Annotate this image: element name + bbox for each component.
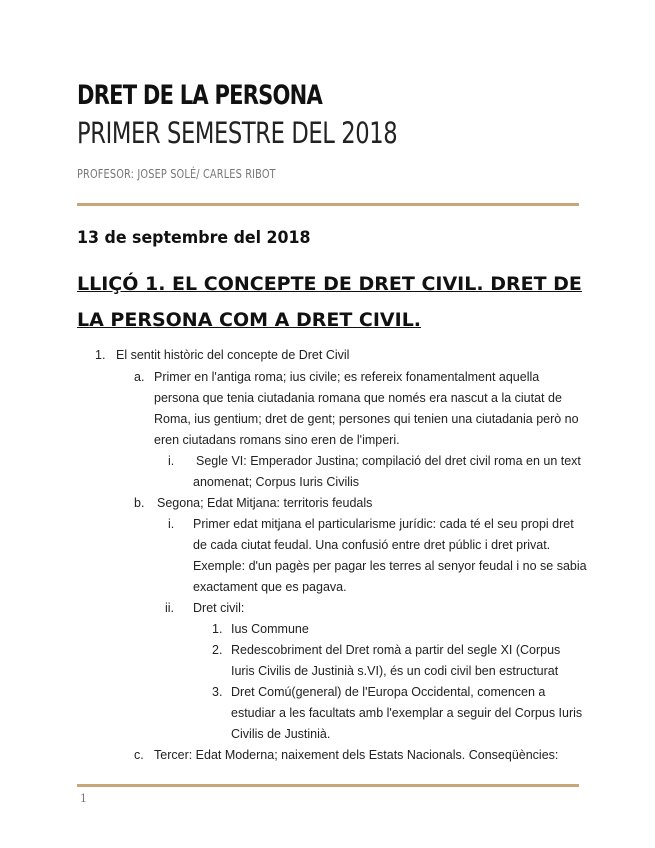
list-item: Segle VI: Emperador Justina; compilació del dret civil roma en un text bbox=[196, 454, 581, 468]
list-item: estudiar a les facultats amb l'exemplar a seguir del Corpus Iuris bbox=[231, 706, 583, 720]
list-item: anomenat; Corpus Iuris Civilis bbox=[193, 475, 360, 489]
list-item: eren ciutadans romans sino eren de l'imperi. bbox=[154, 433, 400, 447]
list-item: Primer en l'antiga roma; ius civile; es refereix fonamentalment aquella bbox=[154, 370, 540, 384]
document-subtitle: PRIMER SEMESTRE DEL 2018 bbox=[77, 116, 398, 150]
list-item: Iuris Civilis de Justinià s.VI), és un codi civil ben estructurat bbox=[231, 664, 559, 678]
list-marker: c. bbox=[134, 748, 144, 762]
list-item: Dret civil: bbox=[193, 601, 245, 615]
list-marker: b. bbox=[134, 496, 145, 510]
page-number: 1 bbox=[80, 792, 87, 805]
list-marker: 1. bbox=[212, 622, 223, 636]
list-item: Civilis de Justinià. bbox=[231, 727, 331, 741]
lesson-heading: LLIÇÓ 1. EL CONCEPTE DE DRET CIVIL. DRET DE LA PERSONA COM A DRET CIVIL. bbox=[77, 273, 582, 331]
list-item: de cada ciutat feudal. Una confusió entre dret públic i dret privat. bbox=[193, 538, 551, 552]
list-marker: a. bbox=[134, 370, 145, 384]
list-marker: 2. bbox=[212, 643, 223, 657]
list-item: Exemple: d'un pagès per pagar les terres al senyor feudal i no se sabia bbox=[193, 559, 587, 573]
list-item: Primer edat mitjana el particularisme jurídic: cada té el seu propi dret bbox=[193, 517, 574, 531]
list-item: Dret Comú(general) de l'Europa Occidental, comencen a bbox=[231, 685, 546, 699]
list-item: persona que tenia ciutadania romana que només era nascut a la ciutat de bbox=[154, 391, 562, 405]
list-item: Ius Commune bbox=[231, 622, 309, 636]
list-item: Redescobriment del Dret romà a partir del segle XI (Corpus bbox=[231, 643, 561, 657]
list-marker: i. bbox=[168, 517, 175, 531]
list-marker: ii. bbox=[165, 601, 175, 615]
footer-divider bbox=[77, 784, 579, 787]
list-item: El sentit històric del concepte de Dret Civil bbox=[116, 348, 350, 362]
document-title: DRET DE LA PERSONA bbox=[77, 80, 323, 111]
professor-line: PROFESOR: JOSEP SOLÉ/ CARLES RIBOT bbox=[77, 166, 276, 181]
list-item: Segona; Edat Mitjana: territoris feudals bbox=[157, 496, 373, 510]
lecture-date: 13 de septembre del 2018 bbox=[77, 228, 311, 248]
list-item: Tercer: Edat Moderna; naixement dels Estats Nacionals. Conseqüències: bbox=[154, 748, 559, 762]
list-item: Roma, ius gentium; dret de gent; persones qui tenien una ciutadania però no bbox=[154, 412, 579, 426]
header-divider bbox=[77, 203, 579, 206]
list-item: exactament que es pagava. bbox=[193, 580, 347, 594]
list-marker: 3. bbox=[212, 685, 223, 699]
list-marker: 1. bbox=[95, 348, 106, 362]
list-marker: i. bbox=[168, 454, 175, 468]
